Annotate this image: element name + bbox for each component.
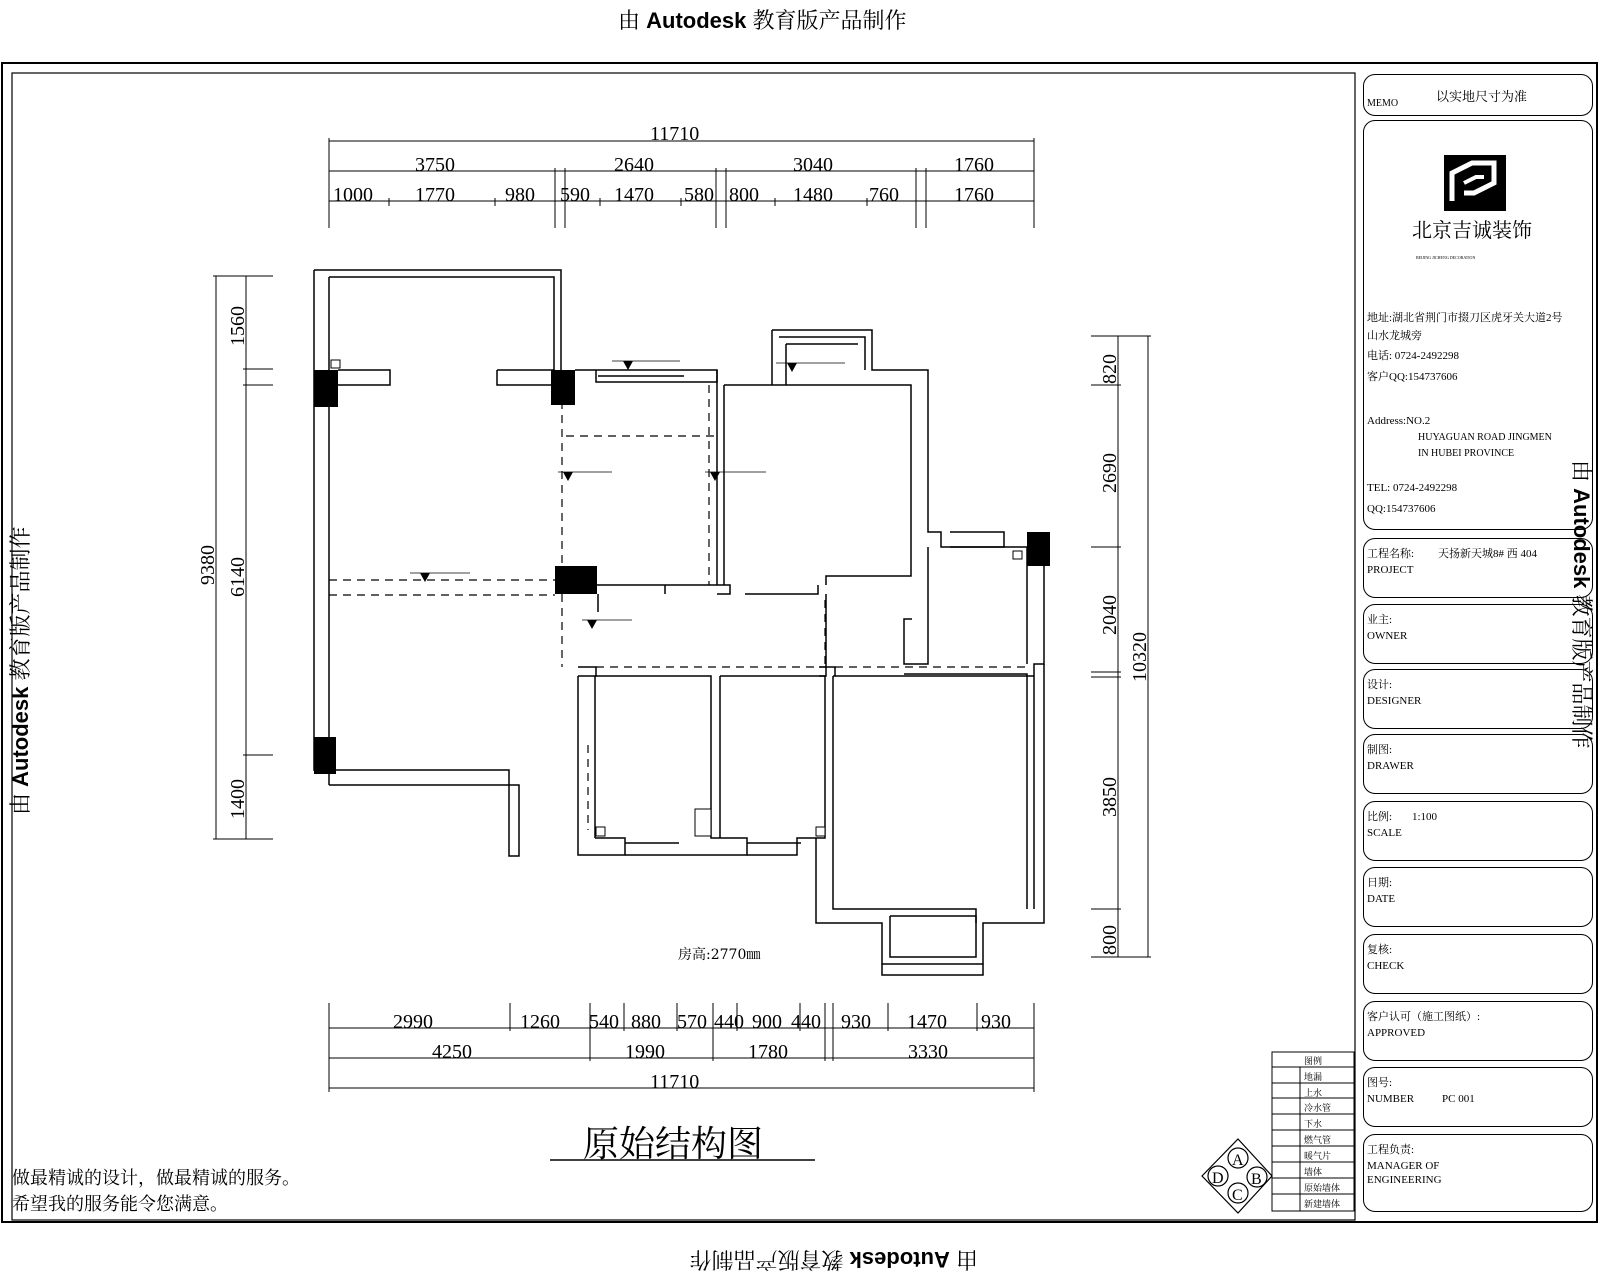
right-total-dim: 10320 bbox=[1129, 632, 1151, 682]
compass-letter-b: B bbox=[1251, 1171, 1262, 1188]
watermark-top: 由 Autodesk 教育版产品制作 bbox=[618, 8, 907, 33]
field-label-en: DESIGNER bbox=[1367, 695, 1422, 707]
dim-label: 1480 bbox=[793, 184, 833, 206]
field-label-cn: 设计: bbox=[1367, 679, 1393, 691]
dim-label: 570 bbox=[677, 1011, 707, 1033]
dim-label: 1260 bbox=[520, 1011, 560, 1033]
dim-label: 3330 bbox=[908, 1041, 948, 1063]
memo-value: 以实地尺寸为准 bbox=[1436, 89, 1528, 104]
dim-label: 1470 bbox=[614, 184, 654, 206]
qq-en: QQ:154737606 bbox=[1367, 503, 1436, 515]
field-label-en: APPROVED bbox=[1367, 1027, 1426, 1039]
dim-label: 3040 bbox=[793, 154, 833, 176]
field-label-en: MANAGER OF ENGINEERING bbox=[1367, 1160, 1442, 1186]
field-label-en: PROJECT bbox=[1367, 564, 1414, 576]
address-en-line-2: IN HUBEI PROVINCE bbox=[1418, 448, 1515, 459]
dim-label: 760 bbox=[869, 184, 899, 206]
dim-label: 590 bbox=[560, 184, 590, 206]
top-row2-dims bbox=[333, 184, 994, 206]
bottom-row2-dims bbox=[432, 1041, 948, 1063]
dim-label: 3750 bbox=[415, 154, 455, 176]
field-project bbox=[1363, 538, 1593, 598]
inner-frame bbox=[12, 73, 1355, 1220]
dim-label: 980 bbox=[505, 184, 535, 206]
field-number bbox=[1363, 1067, 1593, 1127]
memo-label: MEMO bbox=[1367, 98, 1399, 109]
top-row1-dims bbox=[415, 154, 994, 176]
beam-dashes bbox=[329, 385, 1027, 830]
dim-label: 1000 bbox=[333, 184, 373, 206]
memo-box bbox=[1363, 74, 1593, 116]
left-total-dim: 9380 bbox=[197, 545, 219, 585]
field-label-cn: 客户认可（施工图纸）: bbox=[1367, 1011, 1481, 1023]
dim-label: 820 bbox=[1099, 354, 1121, 384]
watermark-left: 由 Autodesk 教育版产品制作 bbox=[8, 526, 33, 815]
dim-label: 1780 bbox=[748, 1041, 788, 1063]
field-scale bbox=[1363, 801, 1593, 861]
company-name: 北京吉诚装饰 bbox=[1412, 218, 1532, 242]
dim-label: 2690 bbox=[1099, 453, 1121, 493]
legend-item: 原始墙体 bbox=[1304, 1183, 1341, 1193]
company-box bbox=[1363, 120, 1593, 530]
field-label-en: CHECK bbox=[1367, 960, 1405, 972]
compass-letter-a: A bbox=[1232, 1152, 1244, 1169]
address-cn: 地址:湖北省荆门市掇刀区虎牙关大道2号山水龙城旁 bbox=[1367, 312, 1563, 342]
dim-label: 930 bbox=[981, 1011, 1011, 1033]
field-approved bbox=[1363, 1001, 1593, 1061]
address-en-line-1: HUYAGUAN ROAD JINGMEN bbox=[1418, 432, 1552, 443]
dim-label: 800 bbox=[729, 184, 759, 206]
ceiling-height-note: 房高:2770㎜ bbox=[678, 947, 761, 963]
slogan-line-2: 希望我的服务能令您满意。 bbox=[12, 1194, 228, 1215]
qq-cn: 客户QQ:154737606 bbox=[1367, 371, 1458, 383]
company-logo-icon bbox=[1442, 153, 1508, 213]
field-value: 天扬新天城8# 西 404 bbox=[1438, 548, 1537, 560]
field-label-en: SCALE bbox=[1367, 827, 1402, 839]
dim-label: 930 bbox=[841, 1011, 871, 1033]
legend-item: 上水 bbox=[1304, 1088, 1323, 1098]
top-total-dim: 11710 bbox=[650, 123, 700, 145]
watermark-right: 由 Autodesk 教育版产品制作 bbox=[1569, 460, 1594, 749]
dim-label: 1760 bbox=[954, 154, 994, 176]
field-value: 1:100 bbox=[1412, 811, 1438, 823]
dim-label: 900 bbox=[752, 1011, 782, 1033]
level-markers bbox=[420, 361, 797, 629]
field-label-en: NUMBER bbox=[1367, 1093, 1415, 1105]
field-label-cn: 图号: bbox=[1367, 1077, 1393, 1089]
walls bbox=[314, 270, 1044, 975]
field-owner bbox=[1363, 604, 1593, 664]
field-label-cn: 复核: bbox=[1367, 944, 1393, 956]
field-label-en: DRAWER bbox=[1367, 760, 1414, 772]
field-label-cn: 工程名称: bbox=[1367, 548, 1415, 560]
field-date bbox=[1363, 867, 1593, 927]
field-label-cn: 制图: bbox=[1367, 744, 1393, 756]
field-label-en: DATE bbox=[1367, 893, 1396, 905]
field-value: PC 001 bbox=[1442, 1093, 1475, 1105]
dim-label: 1770 bbox=[415, 184, 455, 206]
dim-label: 4250 bbox=[432, 1041, 472, 1063]
dim-label: 1990 bbox=[625, 1041, 665, 1063]
field-manager bbox=[1363, 1134, 1593, 1212]
field-label-en: OWNER bbox=[1367, 630, 1408, 642]
field-label-cn: 比例: bbox=[1367, 811, 1393, 823]
legend-item: 冷水管 bbox=[1304, 1103, 1332, 1113]
dim-label: 2640 bbox=[614, 154, 654, 176]
dim-label: 2990 bbox=[393, 1011, 433, 1033]
dim-label: 440 bbox=[791, 1011, 821, 1033]
field-label-cn: 日期: bbox=[1367, 877, 1393, 889]
dim-label: 1760 bbox=[954, 184, 994, 206]
dim-label: 1400 bbox=[227, 779, 249, 819]
legend-item: 新建墙体 bbox=[1304, 1199, 1341, 1209]
compass-letter-d: D bbox=[1212, 1170, 1224, 1187]
dim-label: 1560 bbox=[227, 306, 249, 346]
field-check bbox=[1363, 934, 1593, 994]
dim-label: 6140 bbox=[227, 557, 249, 597]
top-dimensions bbox=[329, 138, 1034, 228]
legend-item: 地漏 bbox=[1304, 1072, 1323, 1082]
address-en-label: Address:NO.2 bbox=[1367, 415, 1431, 427]
slogan-line-1: 做最精诚的设计，做最精诚的服务。 bbox=[12, 1168, 300, 1189]
field-drawer bbox=[1363, 734, 1593, 794]
fixtures bbox=[331, 360, 1022, 836]
field-label-cn: 业主: bbox=[1367, 614, 1393, 626]
dim-label: 580 bbox=[684, 184, 714, 206]
drawing-title: 原始结构图 bbox=[583, 1124, 764, 1165]
legend-item: 暖气片 bbox=[1304, 1151, 1332, 1161]
compass-letter-c: C bbox=[1232, 1187, 1243, 1204]
field-designer bbox=[1363, 669, 1593, 729]
legend-item: 下水 bbox=[1304, 1119, 1323, 1129]
dim-label: 540 bbox=[589, 1011, 619, 1033]
dim-label: 3850 bbox=[1099, 777, 1121, 817]
bottom-total-dim: 11710 bbox=[650, 1071, 700, 1093]
phone-cn: 电话: 0724-2492298 bbox=[1367, 350, 1459, 362]
tel-en: TEL: 0724-2492298 bbox=[1367, 482, 1458, 494]
level-marker-lines bbox=[410, 361, 845, 620]
field-label-cn: 工程负责: bbox=[1367, 1144, 1415, 1156]
watermark-bottom: 由 Autodesk 教育版产品制作 bbox=[689, 1247, 978, 1272]
legend-item: 燃气管 bbox=[1304, 1135, 1332, 1145]
bottom-row1-dims bbox=[393, 1011, 1011, 1033]
dim-label: 440 bbox=[714, 1011, 744, 1033]
outer-frame bbox=[2, 63, 1597, 1222]
company-name-en: BEIJING JICHENG DECORATION bbox=[1416, 255, 1476, 260]
legend-title: 图例 bbox=[1304, 1056, 1323, 1066]
dim-label: 800 bbox=[1099, 925, 1121, 955]
dim-label: 880 bbox=[631, 1011, 661, 1033]
legend-item: 墙体 bbox=[1304, 1167, 1323, 1177]
structural-columns bbox=[314, 370, 1050, 774]
dim-label: 2040 bbox=[1099, 595, 1121, 635]
dim-label: 1470 bbox=[907, 1011, 947, 1033]
